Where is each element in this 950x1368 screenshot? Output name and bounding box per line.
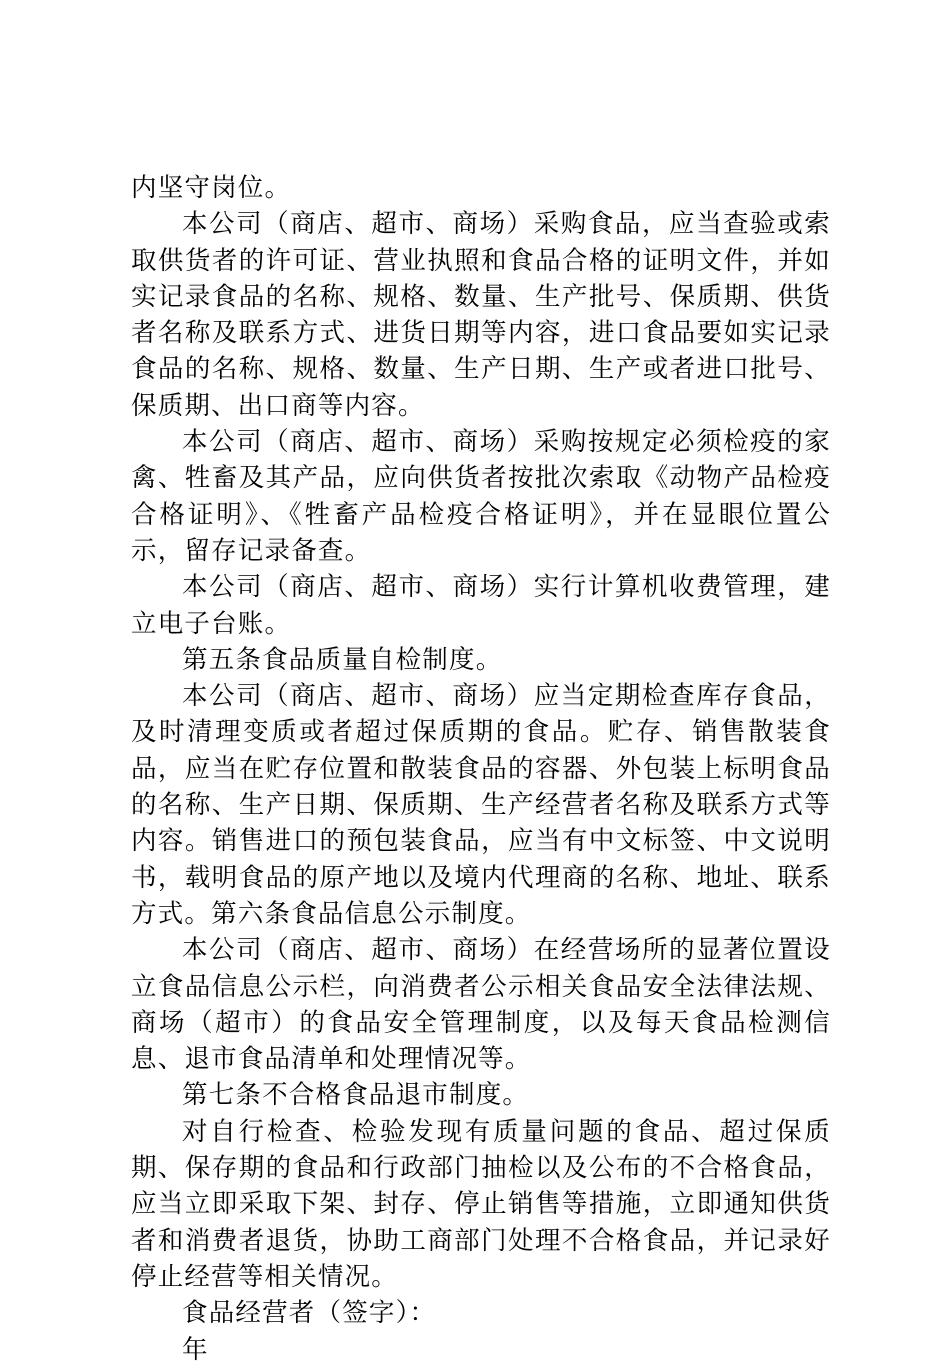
paragraph-quarantine-certificates: 本公司（商店、超市、商场）采购按规定必须检疫的家禽、牲畜及其产品，应向供货者按批次索取《动物产品检疫合格证明》、《牲畜产品检疫合格证明》，并在显眼位置公示，留存记录备查。 [131,427,831,566]
paragraph-information-disclosure: 本公司（商店、超市、商场）在经营场所的显著位置设立食品信息公示栏，向消费者公示相关食品安全法律法规、商场（超市）的食品安全管理制度，以及每天食品检测信息、退市食品清单和处理情况等。 [131,935,831,1075]
signature-line: 食品经营者（签字）： [182,1298,437,1329]
paragraph-unqualified-food-recall: 对自行检查、检验发现有质量问题的食品、超过保质期、保存期的食品和行政部门抽检以及公布的不合格食品，应当立即采取下架、封存、停止销售等措施，立即通知供货者和消费者退货，协助工商部门处理不合格食品，并记录好停止经营等相关情况。 [131,1116,831,1292]
paragraph-continuation: 内坚守岗位。 [131,173,292,203]
article-5-heading: 第五条食品质量自检制度。 [182,644,503,675]
paragraph-purchase-inspection: 本公司（商店、超市、商场）采购食品，应当查验或索取供货者的许可证、营业执照和食品合格的证明文件，并如实记录食品的名称、规格、数量、生产批号、保质期、供货者名称及联系方式、进货日期等内容，进口食品要如实记录食品的名称、规格、数量、生产日期、生产或者进口批号、保质期、出口商等内容。 [131,209,831,421]
document-body [131,170,831,1368]
article-7-heading: 第七条不合格食品退市制度。 [182,1080,530,1111]
date-line: 年 [182,1334,209,1365]
paragraph-electronic-ledger: 本公司（商店、超市、商场）实行计算机收费管理，建立电子台账。 [131,572,831,639]
paragraph-self-inspection: 本公司（商店、超市、商场）应当定期检查库存食品，及时清理变质或者超过保质期的食品。贮存、销售散装食品，应当在贮存位置和散装食品的容器、外包装上标明食品的名称、生产日期、保质期、生产经营者名称及联系方式等内容。销售进口的预包装食品，应当有中文标签、中文说明书，载明食品的原产地以及境内代理商的名称、地址、联系方式。第六条食品信息公示制度。 [131,681,831,929]
